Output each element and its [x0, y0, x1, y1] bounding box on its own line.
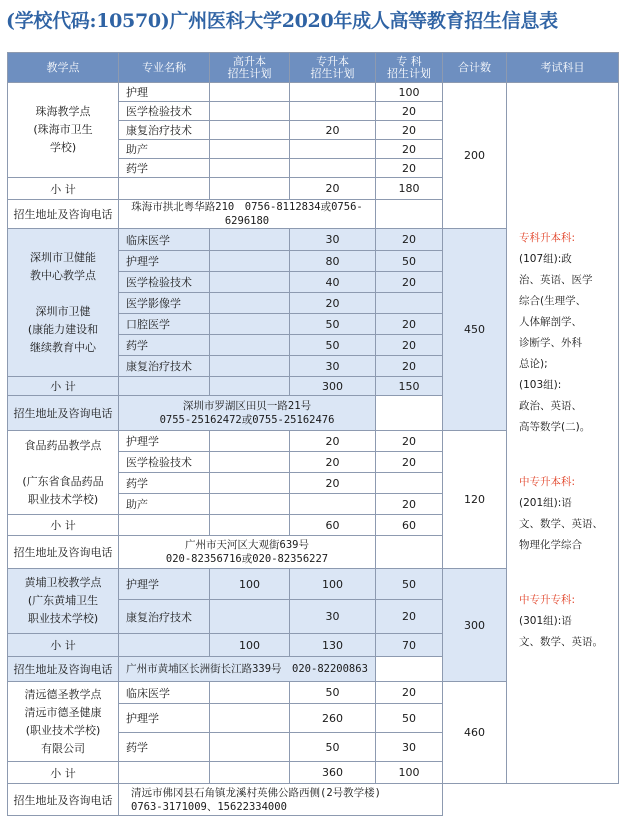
exam-subjects: 专科升本科: (107组):政 治、英语、医学 综合(生理学、 人体解剖学、 诊断学、外科 总论); (103组): 政治、英语、 高等数学(二)。 中专升本科: (201组):语 文、数学、英语、 物理化学综合 中专升专科: (301组):语 文、数学、英语。: [507, 83, 619, 784]
gsb-cell: [210, 600, 290, 634]
major-cell: 护理学: [119, 569, 210, 600]
site-total: 200: [443, 83, 507, 229]
subtotal-zsb: 360: [290, 762, 376, 784]
major-cell: 康复治疗技术: [119, 121, 210, 140]
subtotal-gsb: [210, 515, 290, 536]
zk-cell: 20: [376, 102, 443, 121]
zsb-cell: 30: [290, 600, 376, 634]
zsb-cell: 100: [290, 569, 376, 600]
zk-cell: 50: [376, 704, 443, 733]
header-zk: 专 科 招生计划: [376, 53, 443, 83]
subtotal-major: [119, 377, 210, 396]
gsb-cell: [210, 140, 290, 159]
subject-head-gsb: 中专升本科:: [519, 476, 576, 488]
header-site: 教学点: [8, 53, 119, 83]
gsb-cell: [210, 314, 290, 335]
zk-cell: 20: [376, 272, 443, 293]
page-title: (学校代码:10570)广州医科大学2020年成人高等教育招生信息表: [6, 10, 558, 32]
header-zsb: 专升本 招生计划: [290, 53, 376, 83]
gsb-cell: [210, 159, 290, 178]
zk-cell: 20: [376, 600, 443, 634]
site-name: 黄埔卫校教学点 (广东黄埔卫生 职业技术学校): [8, 569, 119, 634]
zk-cell: 20: [376, 335, 443, 356]
header-major: 专业名称: [119, 53, 210, 83]
gsb-cell: [210, 494, 290, 515]
gsb-cell: [210, 293, 290, 314]
subtotal-major: [119, 762, 210, 784]
contact-info: 广州市黄埔区长洲街长江路339号 020-82200863: [119, 657, 376, 682]
zk-cell: 20: [376, 494, 443, 515]
zsb-cell: 40: [290, 272, 376, 293]
header-gsb: 高升本 招生计划: [210, 53, 290, 83]
zk-cell: 20: [376, 452, 443, 473]
site-total: 300: [443, 569, 507, 682]
subtotal-major: [119, 515, 210, 536]
site-name: 珠海教学点 (珠海市卫生 学校): [8, 83, 119, 178]
zk-cell: 100: [376, 83, 443, 102]
contact-info: 深圳市罗湖区田贝一路21号 0755-25162472或0755-25162476: [119, 396, 376, 431]
zsb-cell: 20: [290, 452, 376, 473]
gsb-cell: [210, 229, 290, 251]
gsb-cell: [210, 356, 290, 377]
zk-cell: 20: [376, 229, 443, 251]
subtotal-major: [119, 634, 210, 657]
major-cell: 药学: [119, 473, 210, 494]
contact-info: 珠海市拱北粤华路210 0756-8112834或0756-6296180: [119, 200, 376, 229]
subtotal-zsb: 130: [290, 634, 376, 657]
contact-label: 招生地址及咨询电话: [8, 657, 119, 682]
major-cell: 助产: [119, 140, 210, 159]
admission-table: [7, 52, 619, 816]
zsb-cell: 20: [290, 473, 376, 494]
zk-cell: 20: [376, 140, 443, 159]
contact-label: 招生地址及咨询电话: [8, 396, 119, 431]
site-total: 450: [443, 229, 507, 431]
major-cell: 医学检验技术: [119, 272, 210, 293]
major-cell: 口腔医学: [119, 314, 210, 335]
major-cell: 医学检验技术: [119, 452, 210, 473]
zsb-cell: 50: [290, 682, 376, 704]
major-cell: 临床医学: [119, 229, 210, 251]
subtotal-zsb: 300: [290, 377, 376, 396]
major-cell: 护理: [119, 83, 210, 102]
major-cell: 药学: [119, 733, 210, 762]
gsb-cell: [210, 251, 290, 272]
gsb-cell: [210, 682, 290, 704]
contact-label: 招生地址及咨询电话: [8, 536, 119, 569]
zk-cell: [376, 293, 443, 314]
site-total: 120: [443, 431, 507, 569]
zk-cell: 20: [376, 356, 443, 377]
zsb-cell: [290, 140, 376, 159]
contact-info: 广州市天河区大观街639号 020-82356716或020-82356227: [119, 536, 376, 569]
zsb-cell: 50: [290, 733, 376, 762]
gsb-cell: [210, 733, 290, 762]
subtotal-label: 小 计: [8, 634, 119, 657]
subtotal-zsb: 60: [290, 515, 376, 536]
subtotal-gsb: [210, 377, 290, 396]
zk-cell: [376, 473, 443, 494]
subtotal-zk: 180: [376, 178, 443, 200]
major-cell: 助产: [119, 494, 210, 515]
header-subjects: 考试科目: [507, 53, 619, 83]
zsb-cell: 30: [290, 356, 376, 377]
zk-cell: 50: [376, 251, 443, 272]
zsb-cell: [290, 494, 376, 515]
major-cell: 康复治疗技术: [119, 356, 210, 377]
site-name: 清远德圣教学点 清远市德圣健康 (职业技术学校) 有限公司: [8, 682, 119, 762]
major-cell: 康复治疗技术: [119, 600, 210, 634]
site-name: 食品药品教学点 (广东省食品药品 职业技术学校): [8, 431, 119, 515]
major-cell: 护理学: [119, 704, 210, 733]
zk-cell: 20: [376, 431, 443, 452]
contact-label: 招生地址及咨询电话: [8, 784, 119, 816]
zsb-cell: 20: [290, 431, 376, 452]
zk-cell: 20: [376, 314, 443, 335]
zk-cell: 20: [376, 121, 443, 140]
site-name: 深圳市卫健能 教中心教学点 深圳市卫健 (康能力建设和 继续教育中心: [8, 229, 119, 377]
subtotal-gsb: 100: [210, 634, 290, 657]
subject-head-zk: 中专升专科:: [519, 594, 576, 606]
zsb-cell: 30: [290, 229, 376, 251]
subtotal-gsb: [210, 762, 290, 784]
subtotal-gsb: [210, 178, 290, 200]
gsb-cell: [210, 121, 290, 140]
major-cell: 医学检验技术: [119, 102, 210, 121]
subtotal-major: [119, 178, 210, 200]
zsb-cell: [290, 159, 376, 178]
major-cell: 护理学: [119, 251, 210, 272]
subtotal-label: 小 计: [8, 178, 119, 200]
major-cell: 药学: [119, 159, 210, 178]
major-cell: 医学影像学: [119, 293, 210, 314]
zsb-cell: 20: [290, 121, 376, 140]
zsb-cell: [290, 83, 376, 102]
subtotal-zk: 60: [376, 515, 443, 536]
subtotal-label: 小 计: [8, 515, 119, 536]
subtotal-zk: 70: [376, 634, 443, 657]
site-total: 460: [443, 682, 507, 784]
zsb-cell: 260: [290, 704, 376, 733]
major-cell: 护理学: [119, 431, 210, 452]
gsb-cell: [210, 452, 290, 473]
zk-cell: 20: [376, 682, 443, 704]
subject-head-zsb: 专科升本科:: [519, 232, 576, 244]
subtotal-zsb: 20: [290, 178, 376, 200]
subtotal-zk: 100: [376, 762, 443, 784]
zk-cell: 50: [376, 569, 443, 600]
gsb-cell: 100: [210, 569, 290, 600]
zsb-cell: [290, 102, 376, 121]
zsb-cell: 50: [290, 314, 376, 335]
gsb-cell: [210, 431, 290, 452]
gsb-cell: [210, 473, 290, 494]
contact-info: 清远市佛冈县石角镇龙溪村英佛公路西侧(2号教学楼) 0763-3171009、15622334000: [119, 784, 443, 816]
subtotal-zk: 150: [376, 377, 443, 396]
major-cell: 临床医学: [119, 682, 210, 704]
zsb-cell: 80: [290, 251, 376, 272]
gsb-cell: [210, 272, 290, 293]
contact-label: 招生地址及咨询电话: [8, 200, 119, 229]
major-cell: 药学: [119, 335, 210, 356]
gsb-cell: [210, 704, 290, 733]
zk-cell: 30: [376, 733, 443, 762]
zsb-cell: 50: [290, 335, 376, 356]
zsb-cell: 20: [290, 293, 376, 314]
gsb-cell: [210, 83, 290, 102]
gsb-cell: [210, 102, 290, 121]
gsb-cell: [210, 335, 290, 356]
subtotal-label: 小 计: [8, 377, 119, 396]
subtotal-label: 小 计: [8, 762, 119, 784]
zk-cell: 20: [376, 159, 443, 178]
header-total: 合计数: [443, 53, 507, 83]
